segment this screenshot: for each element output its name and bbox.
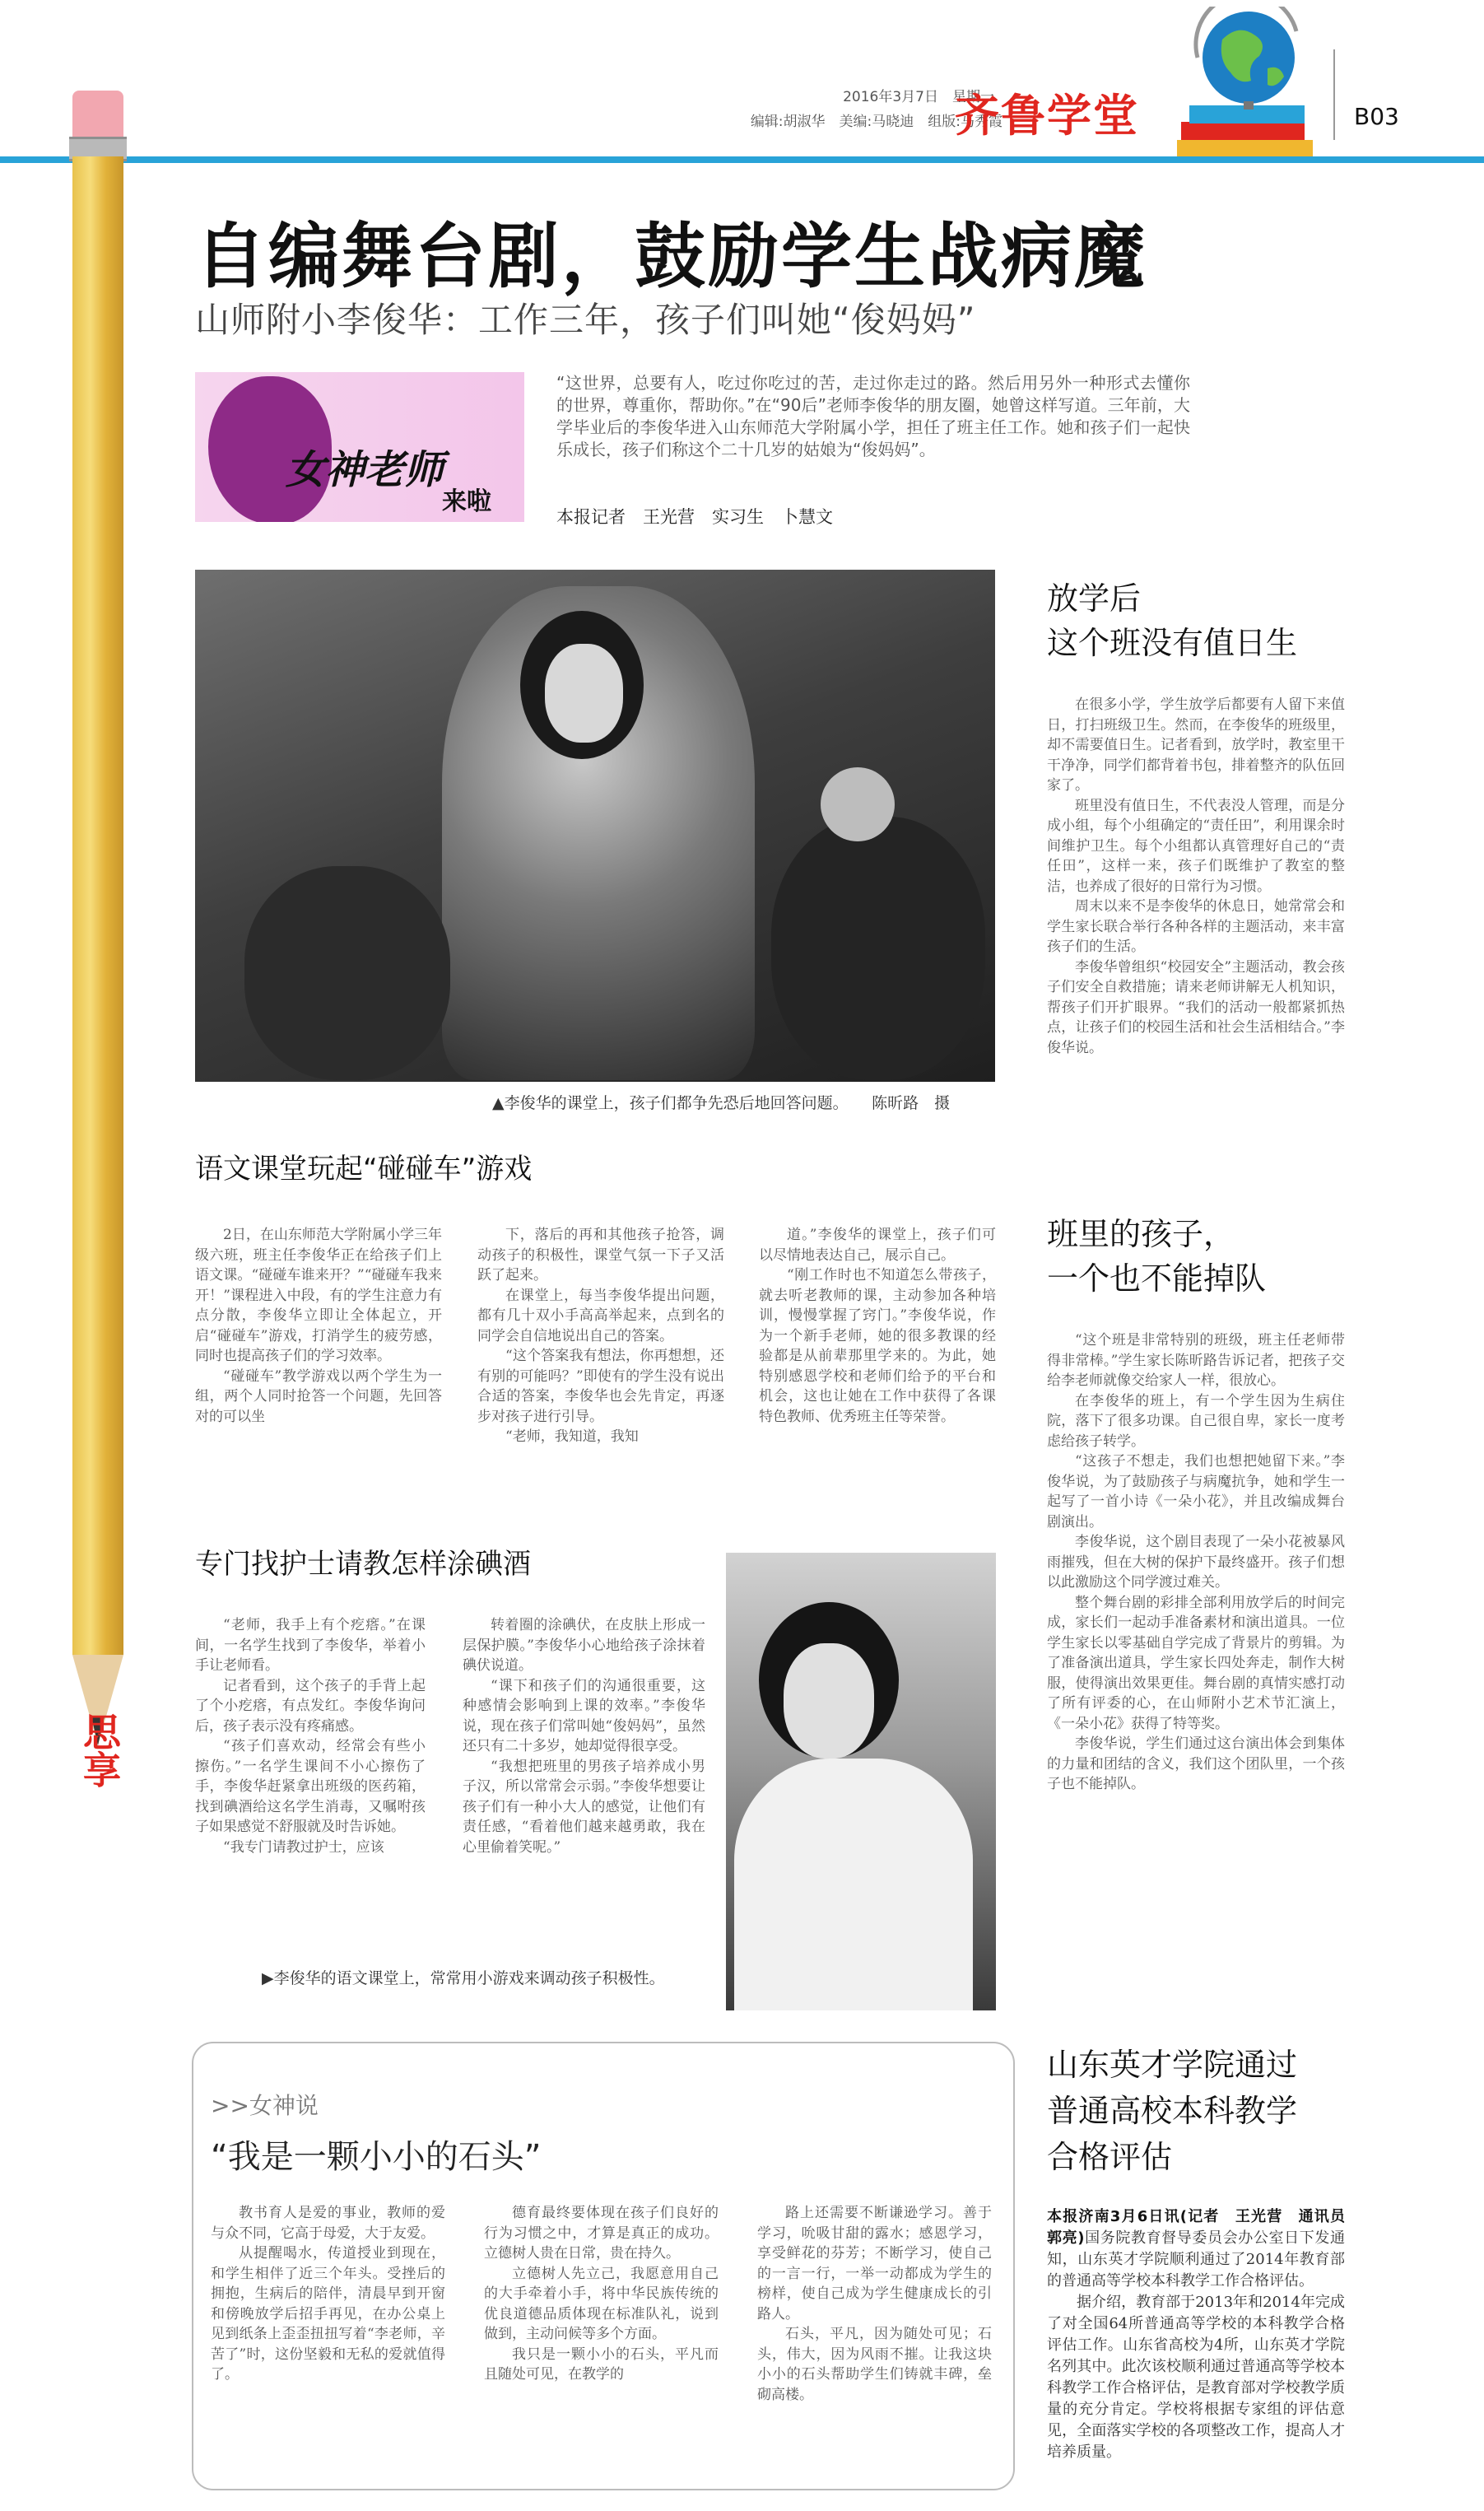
main-headline: 自编舞台剧，鼓励学生战病魔: [195, 216, 1147, 298]
paragraph: 2日，在山东师范大学附属小学三年级六班，班主任李俊华正在给孩子们上语文课。“碰碰车谁来开？”“碰碰车我来开！”课程进入中段，有的学生注意力有点分散，李俊华立即让全体起立，开启“碰碰车”游戏，打消学生的疲劳感，同时也提高孩子们的学习效率。: [195, 1227, 442, 1364]
paragraph: “孩子们喜欢动，经常会有些小擦伤。”一名学生课间不小心擦伤了手，李俊华赶紧拿出班级的医药箱，找到碘酒给这名学生消毒，又嘱咐孩子如果感觉不舒服就及时告诉她。: [195, 1738, 426, 1835]
teacher-face: [545, 644, 623, 743]
page-number: B03: [1354, 103, 1399, 130]
globe-books-icon: [1173, 7, 1321, 163]
photo2-caption: ▶李俊华的语文课堂上，常常用小游戏来调动孩子积极性。: [262, 1969, 665, 1987]
paragraph: 我只是一颗小小的石头，平凡而且随处可见，在教学的: [484, 2346, 719, 2383]
quote-col3: [757, 2203, 992, 2405]
paragraph: 转着圈的涂碘伏，在皮肤上形成一层保护膜。”李俊华小心地给孩子涂抹着碘伏说道。: [463, 1617, 705, 1674]
news-head-line2: 普通高校本科教学: [1047, 2093, 1298, 2129]
teacher-face: [784, 1643, 874, 1759]
quote-tag: >>女神说: [211, 2092, 319, 2119]
paragraph: 立德树人先立己，我愿意用自己的大手牵着小手，将中华民族传统的优良道德品质体现在标准队礼，说到做到，主动问候等多个方面。: [484, 2265, 719, 2342]
section-a-col1: [195, 1225, 442, 1427]
paragraph: “碰碰车”教学游戏以两个学生为一组，两个人同时抢答一个问题，先回答对的可以坐: [195, 1367, 442, 1425]
student-left: [244, 866, 450, 1080]
paragraph: 记者看到，这个孩子的手背上起了个小疙瘩，有点发红。李俊华询问后，孩子表示没有疼痛感。: [195, 1677, 426, 1735]
student-hand: [821, 767, 895, 841]
paragraph: “我专门请教过护士，应该: [223, 1838, 384, 1856]
paragraph: 德育最终要体现在孩子们良好的行为习惯之中，才算是真正的成功。立德树人贵在日常，贵在持久。: [484, 2205, 719, 2262]
section-a-head: 语文课堂玩起“碰碰车”游戏: [195, 1153, 533, 1186]
byline: 本报记者 王光营 实习生 卜慧文: [556, 507, 833, 527]
paragraph: 路上还需要不断谦逊学习。善于学习，吮吸甘甜的露水；感恩学习，享受鲜花的芬芳；不断学习，使自己的一言一行，一举一动都成为学生的榜样，使自己成为学生健康成长的引路人。: [757, 2205, 992, 2322]
section-a-col2: [477, 1225, 724, 1447]
paragraph: 教书育人是爱的事业，教师的爱与众不同，它高于母爱，大于友爱。: [211, 2205, 445, 2242]
paragraph: “我想把班里的男孩子培养成小男子汉，所以常常会示弱。”李俊华想要让孩子们有一种小大人的感觉，让他们有责任感，“看着他们越来越勇敢，我在心里偷着笑呢。”: [463, 1758, 705, 1856]
section-b-col1: [195, 1615, 426, 1857]
right2-body: [1047, 1330, 1345, 1795]
paragraph: “这孩子不想走，我们也想把她留下来。”李俊华说，为了鼓励孩子与病魔抗争，她和学生一起写了一首小诗《一朵小花》，并且改编成舞台剧演出。: [1047, 1453, 1345, 1530]
news-headline: [1047, 2042, 1297, 2180]
paragraph: 班里没有值日生，不代表没人管理，而是分成小组，每个小组确定的“责任田”，利用课余时间维护卫生。每个小组都认真管理好自己的“责任田”，这样一来，孩子们既维护了教室的整洁，也养成了很好的日常行为习惯。: [1047, 797, 1345, 895]
section-b-head: 专门找护士请教怎样涂碘酒: [195, 1548, 531, 1581]
quote-title: “我是一颗小小的石头”: [211, 2138, 542, 2176]
paragraph: 在课堂上，每当李俊华提出问题，都有几十双小手高高举起来，点到名的同学会自信地说出自己的答案。: [477, 1287, 724, 1344]
badge-subtitle: 来啦: [442, 487, 491, 516]
right1-body: [1047, 695, 1345, 1058]
side-label: 思享: [77, 1712, 122, 1788]
paragraph: “老师，我手上有个疙瘩。”在课间，一名学生找到了李俊华，举着小手让老师看。: [195, 1617, 426, 1674]
pencil-eraser: [72, 91, 123, 142]
paragraph: 从提醒喝水，传道授业到现在，和学生相伴了近三个年头。受挫后的拥抱，生病后的陪伴，清晨早到开窗和傍晚放学后招手再见，在办公桌上见到纸条上歪歪扭扭写着“李老师，辛苦了”时，这份坚毅和无私的爱就值得了。: [211, 2245, 445, 2383]
paragraph: 李俊华说，这个剧目表现了一朵小花被暴风雨摧残，但在大树的保护下最终盛开。孩子们想以此激励这个同学渡过难关。: [1047, 1534, 1345, 1591]
header-divider: [1333, 49, 1335, 140]
paragraph: 国务院教育督导委员会办公室日下发通知，山东英才学院顺利通过了2014年教育部的普通高等学校本科教学工作合格评估。: [1047, 2229, 1345, 2290]
badge-title: 女神老师: [286, 447, 444, 493]
sub-headline: 山师附小李俊华：工作三年，孩子们叫她“俊妈妈”: [195, 300, 976, 340]
quote-col1: [211, 2203, 445, 2385]
teacher-photo: [726, 1553, 996, 2010]
paragraph: 李俊华说，学生们通过这台演出体会到集体的力量和团结的含义，我们这个团队里，一个孩子也不能掉队。: [1047, 1735, 1345, 1792]
goddess-teacher-badge: [195, 372, 524, 522]
section-title: 齐鲁学堂: [955, 90, 1139, 142]
news-head-line3: 合格评估: [1047, 2139, 1173, 2175]
news-lead: 本报济南3月6日讯(记者 王光营 通讯员 郭亮): [1047, 2208, 1360, 2247]
intro-paragraph: “这世界，总要有人，吃过你吃过的苦，走过你走过的路。然后用另外一种形式去懂你的世界，尊重你，帮助你。”在“90后”老师李俊华的朋友圈，她曾这样写道。三年前，大学毕业后的李俊华进入山东师范大学附属小学，担任了班主任工作。她和孩子们一起快乐成长，孩子们称这个二十几岁的姑娘为“俊妈妈”。: [556, 373, 1190, 459]
paragraph: 下，落后的再和其他孩子抢答，调动孩子的积极性，课堂气氛一下子又活跃了起来。: [477, 1227, 724, 1283]
paragraph: 在很多小学，学生放学后都要有人留下来值日，打扫班级卫生。然而，在李俊华的班级里，却不需要值日生。记者看到，放学时，教室里干干净净，同学们都背着书包，排着整齐的队伍回家了。: [1047, 696, 1345, 794]
quote-col2: [484, 2203, 719, 2385]
paragraph: 石头，平凡，因为随处可见；石头，伟大，因为风雨不摧。让我这块小小的石头帮助学生们铸就丰碑，垒砌高楼。: [757, 2326, 992, 2403]
right2-head-line2: 一个也不能掉队: [1047, 1260, 1267, 1297]
news-head-line1: 山东英才学院通过: [1047, 2047, 1298, 2083]
teacher-blouse: [734, 1759, 973, 2010]
section-b-col2: [463, 1615, 705, 1857]
classroom-photo: [195, 570, 995, 1082]
news-body: [1047, 2206, 1360, 2463]
right1-headline: [1047, 576, 1297, 665]
paragraph: 道。”李俊华的课堂上，孩子们可以尽情地表达自己，展示自己。: [759, 1227, 996, 1264]
student-right: [771, 817, 985, 1080]
paragraph: 在李俊华的班上，有一个学生因为生病住院，落下了很多功课。自己很自卑，家长一度考虑给孩子转学。: [1047, 1392, 1345, 1450]
paragraph: 整个舞台剧的彩排全部利用放学后的时间完成，家长们一起动手准备素材和演出道具。一位学生家长以零基础自学完成了背景片的剪辑。为了准备演出道具，学生家长四处奔走，制作大树服，使得演出效果更佳。舞台剧的真情实感打动了所有评委的心，在山师附小艺术节汇演上，《一朵小花》获得了特等奖。: [1047, 1594, 1345, 1732]
paragraph: 周末以来不是李俊华的休息日，她常常会和学生家长联合举行各种各样的主题活动，来丰富孩子们的生活。: [1047, 898, 1345, 955]
paragraph: “这个班是非常特别的班级，班主任老师带得非常棒。”学生家长陈昕路告诉记者，把孩子交给李老师就像交给家人一样，很放心。: [1047, 1332, 1345, 1389]
paragraph: “刚工作时也不知道怎么带孩子，就去听老教师的课，主动参加各种培训，慢慢掌握了窍门。”李俊华说，作为一个新手老师，她的很多教课的经验都是从前辈那里学来的。为此，她特别感恩学校和老师们给予的平台和机会，这也让她在工作中获得了各课特色教师、优秀班主任等荣誉。: [759, 1267, 996, 1425]
paragraph: “这个答案我有想法，你再想想，还有别的可能吗？”即使有的学生没有说出合适的答案，李俊华也会先肯定，再逐步对孩子进行引导。: [477, 1348, 724, 1425]
paragraph: “课下和孩子们的沟通很重要，这种感情会影响到上课的效率。”李俊华说，现在孩子们常叫她“俊妈妈”，虽然还只有二十多岁，她却觉得很享受。: [463, 1677, 705, 1754]
paragraph: 李俊华曾组织“校园安全”主题活动，教会孩子们安全自救措施；请来老师讲解无人机知识，帮孩子们开扩眼界。“我们的活动一般都紧抓热点，让孩子们的校园生活和社会生活相结合。”李俊华说。: [1047, 958, 1345, 1056]
right1-head-line2: 这个班没有值日生: [1047, 625, 1298, 661]
paragraph: 据介绍，教育部于2013年和2014年完成了对全国64所普通高等学校的本科教学合格评估工作。山东省高校为4所，山东英才学院名列其中。此次该校顺利通过普通高等学校本科教学工作合格评估，是教育部对学校教学质量的充分肯定。学校将根据专家组的评估意见，全面落实学校的各项整改工作，提高人才培养质量。: [1047, 2294, 1345, 2461]
issue-date: 2016年3月7日 星期一: [843, 89, 994, 105]
paragraph: “老师，我知道，我知: [505, 1428, 639, 1445]
right2-head-line1: 班里的孩子，: [1047, 1216, 1235, 1252]
right2-headline: [1047, 1212, 1266, 1301]
right1-head-line1: 放学后: [1047, 580, 1142, 617]
pencil-body: [72, 156, 123, 1655]
section-a-col3: [759, 1225, 996, 1427]
photo1-caption: ▲李俊华的课堂上，孩子们都争先恐后地回答问题。 陈昕路 摄: [492, 1094, 951, 1112]
editors-line: 编辑:胡淑华 美编:马晓迪 组版:马秀霞: [750, 114, 1003, 130]
